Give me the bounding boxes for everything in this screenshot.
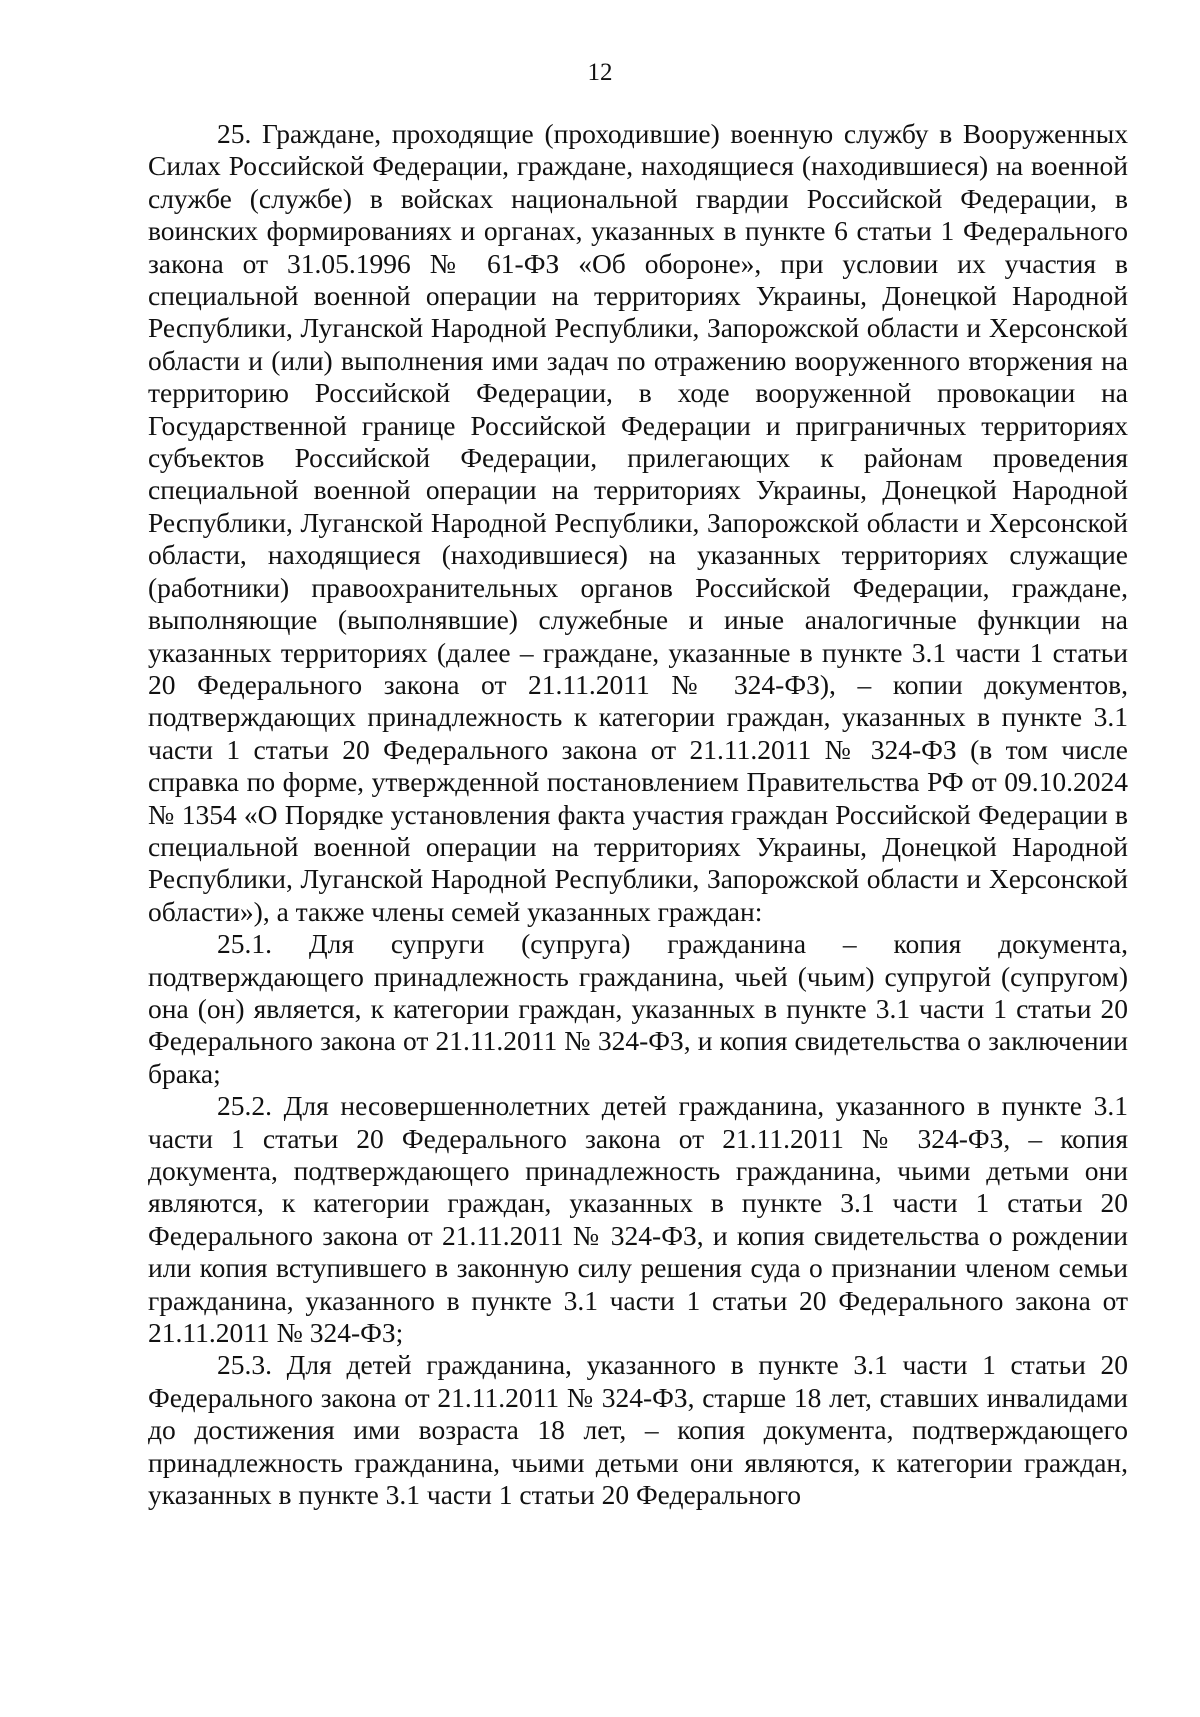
paragraph-25-3: 25.3. Для детей гражданина, указанного в пункте 3.1 части 1 статьи 20 Федерального закона от 21.11.2011 № 324-ФЗ, старше 18 лет, ставших инвалидами до достижения ими возраста 18 лет, – копия документа, подтверждающего принадлежность гражданина, чьими детьми они являются, к категории граждан, указанных в пункте 3.1 части 1 статьи 20 Федерального	[148, 1349, 1128, 1511]
paragraph-25: 25. Граждане, проходящие (проходившие) военную службу в Вооруженных Силах Российской Федерации, граждане, находящиеся (находившиеся) на военной службе (службе) в войсках национальной гвардии Российской Федерации, в воинских формированиях и органах, указанных в пункте 6 статьи 1 Федерального закона от 31.05.1996 № 61-ФЗ «Об обороне», при условии их участия в специальной военной операции на территориях Украины, Донецкой Народной Республики, Луганской Народной Республики, Запорожской области и Херсонской области и (или) выполнения ими задач по отражению вооруженного вторжения на территорию Российской Федерации, в ходе вооруженной провокации на Государственной границе Российской Федерации и приграничных территориях субъектов Российской Федерации, прилегающих к районам проведения специальной военной операции на территориях Украины, Донецкой Народной Республики, Луганской Народной Республики, Запорожской области и Херсонской области, находящиеся (находившиеся) на указанных территориях служащие (работники) правоохранительных органов Российской Федерации, граждане, выполняющие (выполнявшие) служебные и иные аналогичные функции на указанных территориях (далее – граждане, указанные в пункте 3.1 части 1 статьи 20 Федерального закона от 21.11.2011 № 324-ФЗ), – копии документов, подтверждающих принадлежность к категории граждан, указанных в пункте 3.1 части 1 статьи 20 Федерального закона от 21.11.2011 № 324-ФЗ (в том числе справка по форме, утвержденной постановлением Правительства РФ от 09.10.2024 № 1354 «О Порядке установления факта участия граждан Российской Федерации в специальной военной операции на территориях Украины, Донецкой Народной Республики, Луганской Народной Республики, Запорожской области и Херсонской области»), а также члены семей указанных граждан:	[148, 118, 1128, 927]
document-body	[148, 118, 1128, 1511]
page-number: 12	[587, 59, 613, 86]
paragraph-25-2: 25.2. Для несовершеннолетних детей гражданина, указанного в пункте 3.1 части 1 статьи 20 Федерального закона от 21.11.2011 № 324-ФЗ, – копия документа, подтверждающего принадлежность гражданина, чьими детьми они являются, к категории граждан, указанных в пункте 3.1 части 1 статьи 20 Федерального закона от 21.11.2011 № 324-ФЗ, и копия свидетельства о рождении или копия вступившего в законную силу решения суда о признании членом семьи гражданина, указанного в пункте 3.1 части 1 статьи 20 Федерального закона от 21.11.2011 № 324-ФЗ;	[148, 1090, 1128, 1349]
paragraph-25-1: 25.1. Для супруги (супруга) гражданина – копия документа, подтверждающего принадлежность гражданина, чьей (чьим) супругой (супругом) она (он) является, к категории граждан, указанных в пункте 3.1 части 1 статьи 20 Федерального закона от 21.11.2011 № 324-ФЗ, и копия свидетельства о заключении брака;	[148, 928, 1128, 1089]
